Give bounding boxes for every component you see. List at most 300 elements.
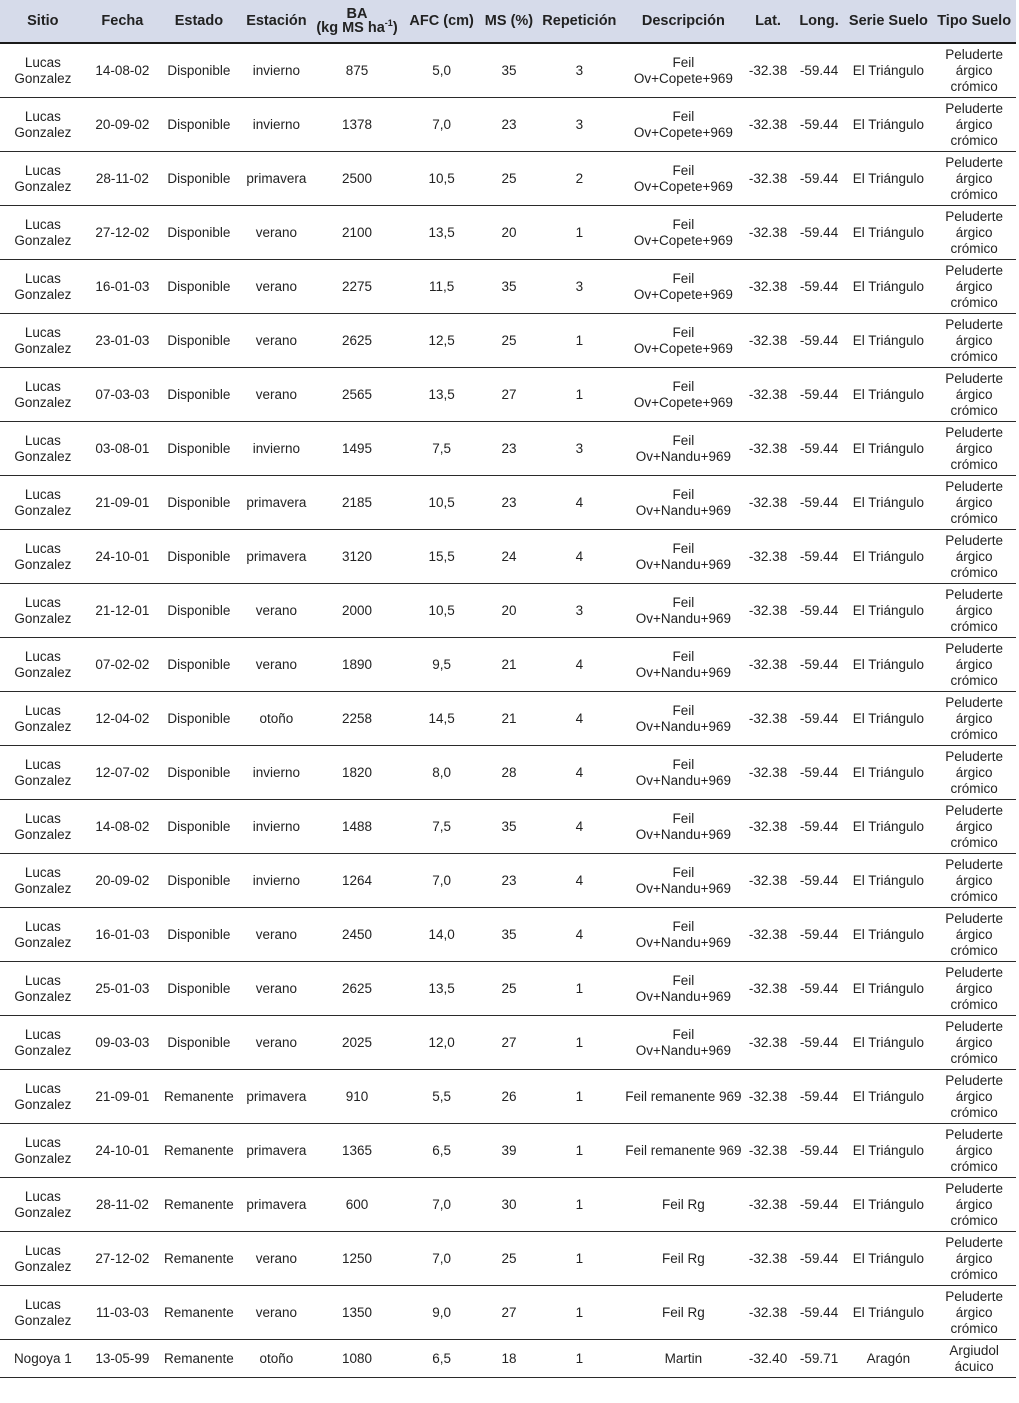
cell-serie: El Triángulo <box>845 368 933 422</box>
cell-ms: 23 <box>483 98 534 152</box>
cell-ba: 910 <box>314 1070 400 1124</box>
table-row <box>0 98 1016 152</box>
cell-sitio: Lucas Gonzalez <box>0 368 86 422</box>
cell-ms: 18 <box>483 1340 534 1378</box>
header-descripcion: Descripción <box>624 0 742 43</box>
cell-long: -59.44 <box>794 476 845 530</box>
cell-repeticion: 3 <box>534 422 624 476</box>
cell-sitio: Lucas Gonzalez <box>0 260 86 314</box>
cell-repeticion: 4 <box>534 800 624 854</box>
cell-long: -59.44 <box>794 800 845 854</box>
table-row <box>0 1124 1016 1178</box>
cell-fecha: 21-09-01 <box>86 476 159 530</box>
cell-descripcion: Martin <box>624 1340 742 1378</box>
cell-serie: El Triángulo <box>845 260 933 314</box>
cell-afc: 5,0 <box>400 43 484 98</box>
cell-estado: Remanente <box>159 1340 239 1378</box>
cell-long: -59.44 <box>794 854 845 908</box>
cell-serie: El Triángulo <box>845 98 933 152</box>
cell-estacion: verano <box>239 368 314 422</box>
cell-tipo: Peluderte árgico crómico <box>932 584 1016 638</box>
header-sitio: Sitio <box>0 0 86 43</box>
table-row <box>0 206 1016 260</box>
cell-fecha: 07-03-03 <box>86 368 159 422</box>
cell-afc: 8,0 <box>400 746 484 800</box>
cell-lat: -32.38 <box>743 152 794 206</box>
cell-lat: -32.38 <box>743 43 794 98</box>
table-row <box>0 260 1016 314</box>
cell-serie: El Triángulo <box>845 476 933 530</box>
cell-serie: El Triángulo <box>845 638 933 692</box>
cell-descripcion: Feil remanente 969 <box>624 1070 742 1124</box>
cell-tipo: Peluderte árgico crómico <box>932 1070 1016 1124</box>
cell-long: -59.44 <box>794 260 845 314</box>
cell-fecha: 20-09-02 <box>86 854 159 908</box>
cell-long: -59.44 <box>794 314 845 368</box>
cell-tipo: Peluderte árgico crómico <box>932 1016 1016 1070</box>
cell-ms: 23 <box>483 854 534 908</box>
cell-lat: -32.38 <box>743 1178 794 1232</box>
cell-fecha: 27-12-02 <box>86 206 159 260</box>
cell-descripcion: Feil remanente 969 <box>624 1124 742 1178</box>
header-serie: Serie Suelo <box>845 0 933 43</box>
cell-serie: El Triángulo <box>845 908 933 962</box>
header-long: Long. <box>794 0 845 43</box>
cell-fecha: 27-12-02 <box>86 1232 159 1286</box>
cell-tipo: Peluderte árgico crómico <box>932 746 1016 800</box>
cell-descripcion: Feil Ov+Copete+969 <box>624 43 742 98</box>
cell-afc: 10,5 <box>400 476 484 530</box>
cell-tipo: Peluderte árgico crómico <box>932 422 1016 476</box>
cell-estado: Disponible <box>159 908 239 962</box>
cell-repeticion: 1 <box>534 1340 624 1378</box>
cell-ms: 24 <box>483 530 534 584</box>
cell-estacion: verano <box>239 908 314 962</box>
cell-lat: -32.38 <box>743 800 794 854</box>
table-header <box>0 0 1016 43</box>
cell-tipo: Peluderte árgico crómico <box>932 260 1016 314</box>
cell-tipo: Peluderte árgico crómico <box>932 152 1016 206</box>
cell-estado: Disponible <box>159 854 239 908</box>
cell-estado: Disponible <box>159 1016 239 1070</box>
cell-fecha: 14-08-02 <box>86 800 159 854</box>
cell-descripcion: Feil Ov+Copete+969 <box>624 152 742 206</box>
cell-tipo: Peluderte árgico crómico <box>932 314 1016 368</box>
cell-tipo: Peluderte árgico crómico <box>932 638 1016 692</box>
cell-sitio: Lucas Gonzalez <box>0 638 86 692</box>
cell-long: -59.44 <box>794 98 845 152</box>
cell-repeticion: 1 <box>534 1232 624 1286</box>
cell-sitio: Lucas Gonzalez <box>0 962 86 1016</box>
cell-serie: El Triángulo <box>845 530 933 584</box>
cell-sitio: Lucas Gonzalez <box>0 584 86 638</box>
cell-estado: Disponible <box>159 422 239 476</box>
cell-estacion: invierno <box>239 98 314 152</box>
cell-tipo: Peluderte árgico crómico <box>932 1232 1016 1286</box>
table-row <box>0 800 1016 854</box>
cell-estacion: primavera <box>239 530 314 584</box>
cell-lat: -32.38 <box>743 962 794 1016</box>
cell-afc: 7,5 <box>400 800 484 854</box>
cell-fecha: 11-03-03 <box>86 1286 159 1340</box>
cell-descripcion: Feil Ov+Copete+969 <box>624 206 742 260</box>
cell-ms: 23 <box>483 476 534 530</box>
cell-lat: -32.38 <box>743 1232 794 1286</box>
cell-fecha: 25-01-03 <box>86 962 159 1016</box>
cell-sitio: Lucas Gonzalez <box>0 1232 86 1286</box>
cell-repeticion: 4 <box>534 746 624 800</box>
cell-serie: El Triángulo <box>845 422 933 476</box>
table-row <box>0 692 1016 746</box>
cell-fecha: 28-11-02 <box>86 152 159 206</box>
cell-ba: 3120 <box>314 530 400 584</box>
cell-serie: El Triángulo <box>845 746 933 800</box>
cell-fecha: 24-10-01 <box>86 530 159 584</box>
cell-ba: 1378 <box>314 98 400 152</box>
cell-repeticion: 4 <box>534 638 624 692</box>
cell-estado: Disponible <box>159 692 239 746</box>
cell-ba: 1264 <box>314 854 400 908</box>
cell-estacion: verano <box>239 638 314 692</box>
cell-estado: Disponible <box>159 152 239 206</box>
cell-long: -59.44 <box>794 43 845 98</box>
cell-ms: 21 <box>483 638 534 692</box>
cell-long: -59.44 <box>794 584 845 638</box>
cell-fecha: 14-08-02 <box>86 43 159 98</box>
cell-ba: 1080 <box>314 1340 400 1378</box>
cell-descripcion: Feil Rg <box>624 1232 742 1286</box>
cell-repeticion: 1 <box>534 1178 624 1232</box>
header-repeticion: Repetición <box>534 0 624 43</box>
header-lat: Lat. <box>743 0 794 43</box>
cell-sitio: Lucas Gonzalez <box>0 1070 86 1124</box>
cell-estacion: otoño <box>239 692 314 746</box>
cell-estacion: verano <box>239 1232 314 1286</box>
cell-lat: -32.38 <box>743 206 794 260</box>
cell-afc: 14,0 <box>400 908 484 962</box>
cell-long: -59.44 <box>794 962 845 1016</box>
cell-ms: 28 <box>483 746 534 800</box>
cell-lat: -32.38 <box>743 98 794 152</box>
cell-estado: Remanente <box>159 1232 239 1286</box>
cell-serie: El Triángulo <box>845 584 933 638</box>
cell-repeticion: 1 <box>534 962 624 1016</box>
cell-lat: -32.38 <box>743 584 794 638</box>
cell-afc: 15,5 <box>400 530 484 584</box>
cell-sitio: Lucas Gonzalez <box>0 43 86 98</box>
cell-repeticion: 3 <box>534 260 624 314</box>
cell-ms: 39 <box>483 1124 534 1178</box>
cell-ba: 2625 <box>314 962 400 1016</box>
cell-estado: Disponible <box>159 800 239 854</box>
cell-serie: El Triángulo <box>845 962 933 1016</box>
cell-long: -59.44 <box>794 1124 845 1178</box>
cell-afc: 12,0 <box>400 1016 484 1070</box>
cell-estacion: verano <box>239 206 314 260</box>
cell-ms: 35 <box>483 800 534 854</box>
cell-estacion: verano <box>239 1286 314 1340</box>
cell-fecha: 21-12-01 <box>86 584 159 638</box>
cell-lat: -32.38 <box>743 422 794 476</box>
cell-lat: -32.38 <box>743 1124 794 1178</box>
cell-tipo: Peluderte árgico crómico <box>932 692 1016 746</box>
cell-lat: -32.40 <box>743 1340 794 1378</box>
cell-estacion: primavera <box>239 1124 314 1178</box>
cell-estado: Disponible <box>159 476 239 530</box>
cell-estado: Disponible <box>159 368 239 422</box>
cell-fecha: 07-02-02 <box>86 638 159 692</box>
cell-estacion: verano <box>239 314 314 368</box>
table-row <box>0 530 1016 584</box>
cell-afc: 7,0 <box>400 98 484 152</box>
table-row <box>0 1016 1016 1070</box>
table-row <box>0 1232 1016 1286</box>
cell-serie: Aragón <box>845 1340 933 1378</box>
cell-lat: -32.38 <box>743 260 794 314</box>
cell-ba: 2185 <box>314 476 400 530</box>
cell-tipo: Peluderte árgico crómico <box>932 206 1016 260</box>
cell-long: -59.44 <box>794 908 845 962</box>
cell-long: -59.44 <box>794 368 845 422</box>
cell-ba: 2450 <box>314 908 400 962</box>
cell-ms: 20 <box>483 584 534 638</box>
cell-sitio: Lucas Gonzalez <box>0 476 86 530</box>
cell-long: -59.44 <box>794 638 845 692</box>
cell-descripcion: Feil Ov+Nandu+969 <box>624 800 742 854</box>
cell-long: -59.44 <box>794 746 845 800</box>
cell-long: -59.44 <box>794 530 845 584</box>
cell-afc: 7,0 <box>400 854 484 908</box>
table-row <box>0 1286 1016 1340</box>
cell-ms: 25 <box>483 1232 534 1286</box>
cell-estacion: verano <box>239 584 314 638</box>
cell-afc: 10,5 <box>400 152 484 206</box>
cell-afc: 11,5 <box>400 260 484 314</box>
table-row <box>0 422 1016 476</box>
header-ba-sup: -1 <box>384 18 393 29</box>
cell-lat: -32.38 <box>743 314 794 368</box>
cell-repeticion: 4 <box>534 476 624 530</box>
cell-repeticion: 4 <box>534 530 624 584</box>
cell-sitio: Lucas Gonzalez <box>0 152 86 206</box>
cell-estacion: invierno <box>239 746 314 800</box>
cell-estado: Remanente <box>159 1070 239 1124</box>
cell-serie: El Triángulo <box>845 43 933 98</box>
cell-fecha: 24-10-01 <box>86 1124 159 1178</box>
cell-repeticion: 4 <box>534 908 624 962</box>
cell-tipo: Peluderte árgico crómico <box>932 530 1016 584</box>
cell-repeticion: 3 <box>534 98 624 152</box>
cell-afc: 9,5 <box>400 638 484 692</box>
table-row <box>0 638 1016 692</box>
cell-estado: Remanente <box>159 1178 239 1232</box>
cell-fecha: 16-01-03 <box>86 260 159 314</box>
cell-afc: 6,5 <box>400 1340 484 1378</box>
cell-ba: 1488 <box>314 800 400 854</box>
table-row <box>0 152 1016 206</box>
cell-afc: 12,5 <box>400 314 484 368</box>
cell-ba: 600 <box>314 1178 400 1232</box>
cell-estado: Disponible <box>159 98 239 152</box>
table-row <box>0 908 1016 962</box>
cell-serie: El Triángulo <box>845 854 933 908</box>
cell-ba: 1890 <box>314 638 400 692</box>
cell-repeticion: 4 <box>534 692 624 746</box>
header-ms: MS (%) <box>483 0 534 43</box>
cell-ba: 2258 <box>314 692 400 746</box>
cell-afc: 13,5 <box>400 206 484 260</box>
cell-ms: 30 <box>483 1178 534 1232</box>
cell-descripcion: Feil Ov+Nandu+969 <box>624 530 742 584</box>
cell-ms: 25 <box>483 152 534 206</box>
cell-repeticion: 4 <box>534 854 624 908</box>
cell-serie: El Triángulo <box>845 1232 933 1286</box>
cell-descripcion: Feil Ov+Nandu+969 <box>624 854 742 908</box>
cell-estacion: verano <box>239 260 314 314</box>
cell-fecha: 28-11-02 <box>86 1178 159 1232</box>
header-ba-close: ) <box>392 20 398 36</box>
cell-sitio: Lucas Gonzalez <box>0 746 86 800</box>
cell-sitio: Lucas Gonzalez <box>0 1178 86 1232</box>
cell-sitio: Lucas Gonzalez <box>0 908 86 962</box>
cell-afc: 13,5 <box>400 368 484 422</box>
cell-tipo: Peluderte árgico crómico <box>932 476 1016 530</box>
cell-ms: 35 <box>483 908 534 962</box>
cell-sitio: Lucas Gonzalez <box>0 530 86 584</box>
cell-ba: 1250 <box>314 1232 400 1286</box>
cell-sitio: Lucas Gonzalez <box>0 800 86 854</box>
cell-repeticion: 2 <box>534 152 624 206</box>
cell-estado: Disponible <box>159 314 239 368</box>
cell-ms: 27 <box>483 1286 534 1340</box>
cell-repeticion: 1 <box>534 1016 624 1070</box>
cell-ba: 1350 <box>314 1286 400 1340</box>
cell-estado: Disponible <box>159 530 239 584</box>
cell-fecha: 16-01-03 <box>86 908 159 962</box>
header-ba-unit: (kg MS ha <box>316 20 385 36</box>
cell-estacion: primavera <box>239 152 314 206</box>
cell-repeticion: 1 <box>534 314 624 368</box>
cell-descripcion: Feil Ov+Copete+969 <box>624 368 742 422</box>
cell-repeticion: 3 <box>534 43 624 98</box>
cell-repeticion: 1 <box>534 368 624 422</box>
cell-ms: 21 <box>483 692 534 746</box>
cell-descripcion: Feil Ov+Nandu+969 <box>624 962 742 1016</box>
cell-fecha: 20-09-02 <box>86 98 159 152</box>
cell-estado: Disponible <box>159 638 239 692</box>
cell-serie: El Triángulo <box>845 692 933 746</box>
cell-afc: 14,5 <box>400 692 484 746</box>
cell-sitio: Lucas Gonzalez <box>0 1286 86 1340</box>
cell-sitio: Lucas Gonzalez <box>0 854 86 908</box>
cell-ba: 2100 <box>314 206 400 260</box>
cell-ba: 1365 <box>314 1124 400 1178</box>
cell-repeticion: 1 <box>534 1070 624 1124</box>
cell-afc: 7,0 <box>400 1178 484 1232</box>
cell-tipo: Peluderte árgico crómico <box>932 854 1016 908</box>
cell-tipo: Peluderte árgico crómico <box>932 1286 1016 1340</box>
cell-ms: 27 <box>483 368 534 422</box>
cell-serie: El Triángulo <box>845 1016 933 1070</box>
cell-tipo: Peluderte árgico crómico <box>932 962 1016 1016</box>
cell-estado: Disponible <box>159 43 239 98</box>
cell-tipo: Peluderte árgico crómico <box>932 800 1016 854</box>
cell-lat: -32.38 <box>743 530 794 584</box>
cell-estacion: verano <box>239 1016 314 1070</box>
cell-tipo: Argiudol ácuico <box>932 1340 1016 1378</box>
cell-tipo: Peluderte árgico crómico <box>932 98 1016 152</box>
cell-descripcion: Feil Rg <box>624 1178 742 1232</box>
cell-ms: 23 <box>483 422 534 476</box>
cell-repeticion: 1 <box>534 206 624 260</box>
cell-fecha: 21-09-01 <box>86 1070 159 1124</box>
cell-fecha: 03-08-01 <box>86 422 159 476</box>
cell-ms: 35 <box>483 260 534 314</box>
table-body <box>0 43 1016 1378</box>
table-row <box>0 476 1016 530</box>
cell-serie: El Triángulo <box>845 1286 933 1340</box>
cell-ms: 25 <box>483 314 534 368</box>
cell-lat: -32.38 <box>743 1286 794 1340</box>
cell-descripcion: Feil Ov+Copete+969 <box>624 260 742 314</box>
cell-repeticion: 3 <box>534 584 624 638</box>
header-ba-line1: BA <box>346 6 368 22</box>
cell-lat: -32.38 <box>743 1070 794 1124</box>
cell-tipo: Peluderte árgico crómico <box>932 1124 1016 1178</box>
cell-serie: El Triángulo <box>845 800 933 854</box>
cell-ba: 2000 <box>314 584 400 638</box>
cell-estacion: invierno <box>239 422 314 476</box>
cell-lat: -32.38 <box>743 368 794 422</box>
cell-serie: El Triángulo <box>845 1178 933 1232</box>
cell-estacion: invierno <box>239 43 314 98</box>
cell-sitio: Lucas Gonzalez <box>0 422 86 476</box>
cell-sitio: Nogoya 1 <box>0 1340 86 1378</box>
header-afc: AFC (cm) <box>400 0 484 43</box>
cell-estacion: primavera <box>239 1178 314 1232</box>
cell-sitio: Lucas Gonzalez <box>0 98 86 152</box>
cell-serie: El Triángulo <box>845 1070 933 1124</box>
cell-tipo: Peluderte árgico crómico <box>932 908 1016 962</box>
cell-estacion: verano <box>239 962 314 1016</box>
cell-descripcion: Feil Ov+Nandu+969 <box>624 1016 742 1070</box>
table-row <box>0 1070 1016 1124</box>
cell-sitio: Lucas Gonzalez <box>0 206 86 260</box>
cell-serie: El Triángulo <box>845 152 933 206</box>
cell-afc: 13,5 <box>400 962 484 1016</box>
table-row <box>0 854 1016 908</box>
cell-estacion: otoño <box>239 1340 314 1378</box>
cell-lat: -32.38 <box>743 908 794 962</box>
table-row <box>0 1340 1016 1378</box>
table-row <box>0 1178 1016 1232</box>
cell-estado: Remanente <box>159 1124 239 1178</box>
cell-lat: -32.38 <box>743 692 794 746</box>
cell-ba: 875 <box>314 43 400 98</box>
cell-afc: 5,5 <box>400 1070 484 1124</box>
table-row <box>0 314 1016 368</box>
cell-ba: 2275 <box>314 260 400 314</box>
cell-descripcion: Feil Ov+Nandu+969 <box>624 638 742 692</box>
cell-sitio: Lucas Gonzalez <box>0 692 86 746</box>
cell-ba: 2500 <box>314 152 400 206</box>
cell-long: -59.44 <box>794 422 845 476</box>
cell-estado: Disponible <box>159 206 239 260</box>
cell-fecha: 12-04-02 <box>86 692 159 746</box>
cell-descripcion: Feil Rg <box>624 1286 742 1340</box>
cell-tipo: Peluderte árgico crómico <box>932 43 1016 98</box>
cell-ba: 1820 <box>314 746 400 800</box>
